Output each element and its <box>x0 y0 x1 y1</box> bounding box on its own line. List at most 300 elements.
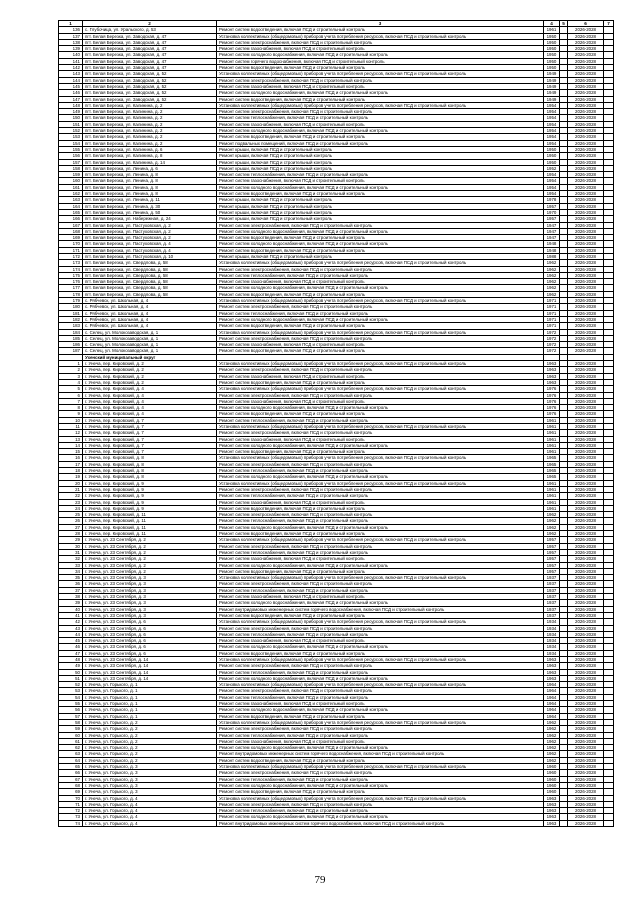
cell-year-built: 1962 <box>544 512 560 518</box>
cell-year-built: 1961 <box>544 449 560 455</box>
cell-year-built: 1949 <box>544 71 560 77</box>
cell-year-built: 1950 <box>544 46 560 52</box>
cell-work-type: Ремонт систем водоотведения, включая ПСД и строительный контроль <box>217 612 544 618</box>
cell-period: 2026-2028 <box>568 52 604 58</box>
cell-address: г. Унеча, ул. Горького, д. 3 <box>83 776 217 782</box>
cell-period: 2026-2028 <box>568 493 604 499</box>
cell-year-built: 1963 <box>544 379 560 385</box>
cell-row-number: 183 <box>59 323 83 329</box>
cell-work-type: Ремонт систем газоснабжения, включая ПСД и строительный контроль <box>217 83 544 89</box>
cell-address: г. Унеча, ул. Горького, д. 3 <box>83 782 217 788</box>
cell-year-built: 1961 <box>544 505 560 511</box>
cell-period: 2026-2028 <box>568 707 604 713</box>
cell-work-type: Ремонт систем теплоснабжения, включая ПСД и строительный контроль <box>217 808 544 814</box>
cell-address: с. Глубочица, ул. Уральского, д. 53 <box>83 27 217 33</box>
cell-row-number: 186 <box>59 342 83 348</box>
cell-year-built: 1972 <box>544 348 560 354</box>
cell-year-built: 1950 <box>544 65 560 71</box>
cell-work-type: Ремонт систем теплоснабжения, включая ПСД и строительный контроль <box>217 694 544 700</box>
cell-work-type: Ремонт систем газоснабжения, включая ПСД и строительный контроль <box>217 178 544 184</box>
cell-work-type: Ремонт систем газоснабжения, включая ПСД и строительный контроль <box>217 499 544 505</box>
cell-work-type: Ремонт внутридомовых инженерных систем горячего водоснабжения, включая ПСД и строительный контроль <box>217 751 544 757</box>
cell-address: пгт. Белая Березка, ул. Калинина, д. 2 <box>83 128 217 134</box>
cell-period: 2026-2028 <box>568 272 604 278</box>
cell-period: 2026-2028 <box>568 298 604 304</box>
cell-address: с. Селец, ул. Молокозаводская, д. 1 <box>83 342 217 348</box>
cell-work-type: Установка коллективных (общедомовых) приборов учета потребления ресурсов, включая ПСД и строительный контроль <box>217 361 544 367</box>
cell-period: 2026-2028 <box>568 191 604 197</box>
cell-period: 2026-2028 <box>568 184 604 190</box>
cell-period: 2026-2028 <box>568 814 604 820</box>
cell-row-number: 69 <box>59 789 83 795</box>
cell-address: г. Унеча, ул. 23 Сентября, д. 6 <box>83 619 217 625</box>
cell-address: пгт. Белая Березка, ул. Ленина, д. 8 <box>83 191 217 197</box>
cell-row-number: 30 <box>59 543 83 549</box>
cell-work-type: Ремонт крыши, включая ПСД и строительный контроль <box>217 209 544 215</box>
cell-work-type: Ремонт систем холодного водоснабжения, включая ПСД и строительный контроль <box>217 675 544 681</box>
cell-period: 2026-2028 <box>568 808 604 814</box>
cell-work-type: Ремонт систем газоснабжения, включая ПСД и строительный контроль <box>217 638 544 644</box>
cell-work-type: Ремонт систем электроснабжения, включая ПСД и строительный контроль <box>217 726 544 732</box>
cell-address: пгт. Белая Березка, ул. Заводская, д. 52 <box>83 71 217 77</box>
cell-row-number: 22 <box>59 493 83 499</box>
cell-address: г. Унеча, ул. 23 Сентября, д. 14 <box>83 663 217 669</box>
cell-work-type: Ремонт систем водоотведения, включая ПСД и строительный контроль <box>217 505 544 511</box>
cell-address: г. Унеча, пер. Кировский, д. 4 <box>83 398 217 404</box>
cell-address: пгт. Белая Березка, ул. Ленина, д. 8 <box>83 178 217 184</box>
cell-year-built: 1957 <box>544 562 560 568</box>
cell-work-type: Ремонт систем холодного водоснабжения, включая ПСД и строительный контроль <box>217 241 544 247</box>
cell-address: г. Унеча, ул. Горького, д. 2 <box>83 719 217 725</box>
cell-row-number: 45 <box>59 638 83 644</box>
cell-period: 2026-2028 <box>568 178 604 184</box>
cell-work-type: Ремонт систем водоотведения, включая ПСД и строительный контроль <box>217 27 544 33</box>
cell-work-type: Установка коллективных (общедомовых) приборов учета потребления ресурсов, включая ПСД и строительный контроль <box>217 795 544 801</box>
cell-year-built: 1961 <box>544 417 560 423</box>
cell-year-built: 1976 <box>544 386 560 392</box>
column-header-1: 1 <box>59 21 83 27</box>
cell-year-built: 1962 <box>544 745 560 751</box>
cell-period: 2026-2028 <box>568 612 604 618</box>
cell-period: 2026-2028 <box>568 732 604 738</box>
cell-address: г. Унеча, ул. Горького, д. 2 <box>83 726 217 732</box>
cell-year-built: 1954 <box>544 115 560 121</box>
cell-row-number: 165 <box>59 209 83 215</box>
cell-period: 2026-2028 <box>568 58 604 64</box>
cell-row-number: 43 <box>59 625 83 631</box>
column-header-4: 4 <box>544 21 560 27</box>
cell-row-number: 37 <box>59 587 83 593</box>
cell-address: г. Унеча, ул. Горького, д. 1 <box>83 688 217 694</box>
cell-period: 2026-2028 <box>568 209 604 215</box>
cell-year-built: 1963 <box>544 795 560 801</box>
cell-row-number: 143 <box>59 71 83 77</box>
cell-year-built: 1972 <box>544 342 560 348</box>
cell-address: пгт. Белая Березка, ул. Калинина, д. 2 <box>83 115 217 121</box>
cell-row-number: 60 <box>59 732 83 738</box>
cell-period: 2026-2028 <box>568 461 604 467</box>
cell-period: 2026-2028 <box>568 367 604 373</box>
cell-col7 <box>604 820 614 826</box>
cell-work-type: Ремонт систем электроснабжения, включая ПСД и строительный контроль <box>217 304 544 310</box>
cell-row-number: 177 <box>59 285 83 291</box>
cell-year-built: 1962 <box>544 518 560 524</box>
cell-year-built: 1937 <box>544 612 560 618</box>
cell-row-number: 140 <box>59 52 83 58</box>
cell-address: г. Унеча, ул. 23 Сентября, д. 2 <box>83 543 217 549</box>
cell-period: 2026-2028 <box>568 83 604 89</box>
cell-year-built: 1964 <box>544 713 560 719</box>
cell-year-built: 1976 <box>544 398 560 404</box>
cell-row-number: 164 <box>59 203 83 209</box>
cell-work-type: Ремонт систем газоснабжения, включая ПСД и строительный контроль <box>217 342 544 348</box>
cell-row-number: 36 <box>59 581 83 587</box>
cell-period: 2026-2028 <box>568 203 604 209</box>
cell-address: г. Унеча, ул. 23 Сентября, д. 2 <box>83 549 217 555</box>
cell-row-number: 6 <box>59 392 83 398</box>
cell-period: 2026-2028 <box>568 575 604 581</box>
cell-address: г. Унеча, пер. Кировский, д. 8 <box>83 474 217 480</box>
cell-period: 2026-2028 <box>568 745 604 751</box>
cell-period: 2026-2028 <box>568 228 604 234</box>
cell-work-type: Ремонт систем газоснабжения, включая ПСД и строительный контроль <box>217 556 544 562</box>
cell-year-built: 1963 <box>544 675 560 681</box>
cell-row-number: 161 <box>59 184 83 190</box>
cell-year-built: 1971 <box>544 310 560 316</box>
cell-work-type: Ремонт систем холодного водоснабжения, включая ПСД и строительный контроль <box>217 316 544 322</box>
cell-period: 2026-2028 <box>568 222 604 228</box>
cell-period: 2026-2028 <box>568 247 604 253</box>
cell-row-number: 4 <box>59 379 83 385</box>
cell-address: пгт. Белая Березка, ул. Заводская, д. 47 <box>83 52 217 58</box>
cell-row-number: 23 <box>59 499 83 505</box>
cell-row-number: 74 <box>59 820 83 826</box>
cell-row-number: 179 <box>59 298 83 304</box>
cell-period: 2026-2028 <box>568 751 604 757</box>
cell-address: пгт. Белая Березка, ул. Заводская, д. 47 <box>83 33 217 39</box>
cell-address: г. Унеча, пер. Кировский, д. 2 <box>83 367 217 373</box>
cell-row-number: 144 <box>59 77 83 83</box>
cell-row-number: 167 <box>59 222 83 228</box>
cell-work-type: Ремонт крыши, включая ПСД и строительный контроль <box>217 197 544 203</box>
cell-year-built: 1971 <box>544 304 560 310</box>
cell-address: г. Унеча, пер. Кировский, д. 11 <box>83 524 217 530</box>
cell-work-type: Ремонт систем водоотведения, включая ПСД и строительный контроль <box>217 247 544 253</box>
cell-address: с. Рябчевск, ул. Школьная, д. 4 <box>83 304 217 310</box>
cell-work-type: Ремонт систем холодного водоснабжения, включая ПСД и строительный контроль <box>217 562 544 568</box>
cell-period: 2026-2028 <box>568 27 604 33</box>
cell-address: г. Унеча, ул. Горького, д. 2 <box>83 751 217 757</box>
cell-address: г. Унеча, ул. 23 Сентября, д. 3 <box>83 594 217 600</box>
cell-row-number: 182 <box>59 316 83 322</box>
cell-period: 2026-2028 <box>568 694 604 700</box>
cell-year-built: 1965 <box>544 461 560 467</box>
cell-year-built: 1954 <box>544 191 560 197</box>
cell-period: 2026-2028 <box>568 411 604 417</box>
column-header-3: 3 <box>217 21 544 27</box>
cell-year-built: 1964 <box>544 707 560 713</box>
cell-work-type: Ремонт систем теплоснабжения, включая ПСД и строительный контроль <box>217 669 544 675</box>
cell-row-number: 59 <box>59 726 83 732</box>
cell-address: г. Унеча, ул. 23 Сентября, д. 2 <box>83 568 217 574</box>
cell-row-number: 26 <box>59 518 83 524</box>
cell-period: 2026-2028 <box>568 96 604 102</box>
cell-address: г. Унеча, пер. Кировский, д. 11 <box>83 531 217 537</box>
cell-work-type: Ремонт систем теплоснабжения, включая ПСД и строительный контроль <box>217 732 544 738</box>
cell-year-built: 1961 <box>544 424 560 430</box>
cell-address: пгт. Белая Березка, ул. Свердлова, д. 58 <box>83 272 217 278</box>
cell-address: пгт. Белая Березка, ул. Заводская, д. 52 <box>83 96 217 102</box>
cell-row-number: 35 <box>59 575 83 581</box>
cell-period: 2026-2028 <box>568 235 604 241</box>
cell-work-type: Установка коллективных (общедомовых) приборов учета потребления ресурсов, включая ПСД и строительный контроль <box>217 71 544 77</box>
cell-year-built: 1963 <box>544 820 560 826</box>
cell-work-type: Ремонт систем водоотведения, включая ПСД и строительный контроль <box>217 449 544 455</box>
cell-row-number: 7 <box>59 398 83 404</box>
cell-period: 2026-2028 <box>568 109 604 115</box>
cell-year-built: 1962 <box>544 272 560 278</box>
cell-address: пгт. Белая Березка, ул. Свердлова, д. 58 <box>83 260 217 266</box>
cell-row-number: 48 <box>59 656 83 662</box>
cell-year-built: 1954 <box>544 184 560 190</box>
cell-period: 2026-2028 <box>568 757 604 763</box>
cell-address: г. Унеча, ул. Горького, д. 3 <box>83 770 217 776</box>
cell-row-number: 20 <box>59 480 83 486</box>
cell-address: г. Унеча, пер. Кировский, д. 9 <box>83 486 217 492</box>
cell-work-type: Ремонт систем холодного водоснабжения, включая ПСД и строительный контроль <box>217 745 544 751</box>
cell-year-built: 1960 <box>544 782 560 788</box>
cell-work-type: Ремонт систем теплоснабжения, включая ПСД и строительный контроль <box>217 172 544 178</box>
cell-work-type: Ремонт систем электроснабжения, включая ПСД и строительный контроль <box>217 77 544 83</box>
cell-row-number: 153 <box>59 134 83 140</box>
cell-row-number: 47 <box>59 650 83 656</box>
cell-year-built: 1937 <box>544 575 560 581</box>
cell-period: 2026-2028 <box>568 65 604 71</box>
cell-year-built: 1963 <box>544 373 560 379</box>
cell-work-type: Ремонт систем электроснабжения, включая ПСД и строительный контроль <box>217 430 544 436</box>
cell-row-number: 175 <box>59 272 83 278</box>
cell-row-number: 56 <box>59 707 83 713</box>
cell-work-type: Установка коллективных (общедомовых) приборов учета потребления ресурсов, включая ПСД и строительный контроль <box>217 298 544 304</box>
cell-row-number: 25 <box>59 512 83 518</box>
cell-period: 2026-2028 <box>568 625 604 631</box>
cell-work-type: Ремонт систем электроснабжения, включая ПСД и строительный контроль <box>217 461 544 467</box>
cell-address: пгт. Белая Березка, ул. Заводская, д. 47 <box>83 58 217 64</box>
cell-address: пгт. Белая Березка, ул. Калинина, д. 2 <box>83 102 217 108</box>
cell-address: г. Унеча, ул. 23 Сентября, д. 6 <box>83 638 217 644</box>
cell-work-type: Ремонт систем электроснабжения, включая ПСД и строительный контроль <box>217 266 544 272</box>
cell-row-number: 53 <box>59 688 83 694</box>
cell-year-built: 1961 <box>544 486 560 492</box>
cell-work-type: Установка коллективных (общедомовых) приборов учета потребления ресурсов, включая ПСД и строительный контроль <box>217 480 544 486</box>
cell-row-number: 145 <box>59 83 83 89</box>
cell-address: г. Унеча, ул. 23 Сентября, д. 14 <box>83 656 217 662</box>
cell-row-number: 146 <box>59 90 83 96</box>
cell-work-type: Установка коллективных (общедомовых) приборов учета потребления ресурсов, включая ПСД и строительный контроль <box>217 719 544 725</box>
cell-work-type: Ремонт систем холодного водоснабжения, включая ПСД и строительный контроль <box>217 90 544 96</box>
cell-address: г. Унеча, ул. Горького, д. 4 <box>83 795 217 801</box>
cell-row-number: 180 <box>59 304 83 310</box>
cell-row-number: 158 <box>59 165 83 171</box>
cell-work-type: Ремонт систем холодного водоснабжения, включая ПСД и строительный контроль <box>217 405 544 411</box>
cell-address: г. Унеча, ул. Горького, д. 1 <box>83 682 217 688</box>
cell-year-built: 1950 <box>544 58 560 64</box>
cell-year-built: 1963 <box>544 669 560 675</box>
cell-period: 2026-2028 <box>568 172 604 178</box>
cell-row-number: 139 <box>59 46 83 52</box>
cell-address: г. Унеча, ул. 23 Сентября, д. 6 <box>83 644 217 650</box>
cell-work-type: Установка коллективных (общедомовых) приборов учета потребления ресурсов, включая ПСД и строительный контроль <box>217 386 544 392</box>
cell-row-number: 154 <box>59 140 83 146</box>
cell-year-built: 1949 <box>544 90 560 96</box>
cell-work-type: Ремонт систем газоснабжения, включая ПСД и строительный контроль <box>217 738 544 744</box>
cell-address: г. Унеча, ул. Горького, д. 3 <box>83 764 217 770</box>
cell-row-number: 73 <box>59 814 83 820</box>
cell-year-built: 1937 <box>544 606 560 612</box>
cell-work-type: Ремонт систем электроснабжения, включая ПСД и строительный контроль <box>217 801 544 807</box>
cell-work-type: Ремонт систем холодного водоснабжения, включая ПСД и строительный контроль <box>217 442 544 448</box>
cell-work-type: Ремонт систем холодного водоснабжения, включая ПСД и строительный контроль <box>217 524 544 530</box>
cell-period: 2026-2028 <box>568 316 604 322</box>
cell-year-built: 1963 <box>544 663 560 669</box>
cell-period: 2026-2028 <box>568 726 604 732</box>
cell-address: с. Рябчевск, ул. Школьная, д. 4 <box>83 316 217 322</box>
cell-period: 2026-2028 <box>568 486 604 492</box>
section-title: Ухенский муниципальный округ <box>83 354 217 360</box>
cell-address: г. Унеча, ул. 23 Сентября, д. 3 <box>83 587 217 593</box>
cell-period: 2026-2028 <box>568 405 604 411</box>
column-header-6: 6 <box>568 21 604 27</box>
cell-work-type: Ремонт крыши, включая ПСД и строительный контроль <box>217 216 544 222</box>
cell-year-built: 1964 <box>544 701 560 707</box>
cell-year-built: 1962 <box>544 260 560 266</box>
cell-year-built: 1976 <box>544 411 560 417</box>
cell-work-type: Установка коллективных (общедомовых) приборов учета потребления ресурсов, включая ПСД и строительный контроль <box>217 656 544 662</box>
cell-address: г. Унеча, пер. Кировский, д. 2 <box>83 379 217 385</box>
cell-address: пгт. Белая Березка, ул. Пастуховская, д. 4 <box>83 247 217 253</box>
cell-row-number: 151 <box>59 121 83 127</box>
cell-period: 2026-2028 <box>568 449 604 455</box>
cell-row-number: 70 <box>59 795 83 801</box>
cell-address: г. Унеча, пер. Кировский, д. 9 <box>83 480 217 486</box>
cell-work-type: Установка коллективных (общедомовых) приборов учета потребления ресурсов, включая ПСД и строительный контроль <box>217 619 544 625</box>
cell-period: 2026-2028 <box>568 46 604 52</box>
cell-period: 2026-2028 <box>568 39 604 45</box>
cell-period: 2026-2028 <box>568 524 604 530</box>
cell-work-type: Ремонт систем холодного водоснабжения, включая ПСД и строительный контроль <box>217 52 544 58</box>
cell-year-built: 1962 <box>544 531 560 537</box>
cell-row-number: 1 <box>59 361 83 367</box>
cell-row-number: 33 <box>59 562 83 568</box>
cell-address: г. Унеча, пер. Кировский, д. 9 <box>83 499 217 505</box>
cell-year-built: 1954 <box>544 178 560 184</box>
cell-year-built: 1963 <box>544 367 560 373</box>
cell-year-built: 1971 <box>544 316 560 322</box>
cell-address: г. Унеча, ул. 23 Сентября, д. 3 <box>83 606 217 612</box>
cell-address: пгт. Белая Березка, ул. Заводская, д. 47 <box>83 46 217 52</box>
cell-address: г. Унеча, пер. Кировский, д. 11 <box>83 512 217 518</box>
cell-work-type: Ремонт систем водоотведения, включая ПСД и строительный контроль <box>217 568 544 574</box>
cell-period: 2026-2028 <box>568 468 604 474</box>
cell-row-number: 152 <box>59 128 83 134</box>
cell-year-built: 1965 <box>544 474 560 480</box>
cell-period: 2026-2028 <box>568 656 604 662</box>
cell-address: пгт. Белая Березка, ул. Пастуховская, д. 4 <box>83 241 217 247</box>
cell-row-number: 12 <box>59 430 83 436</box>
cell-period: 2026-2028 <box>568 581 604 587</box>
cell-work-type: Ремонт систем газоснабжения, включая ПСД и строительный контроль <box>217 701 544 707</box>
cell-period: 2026-2028 <box>568 71 604 77</box>
cell-address: пгт. Белая Березка, ул. Ленина, д. 8 <box>83 184 217 190</box>
cell-year-built: 1972 <box>544 335 560 341</box>
cell-work-type: Ремонт крыши, включая ПСД и строительный контроль <box>217 159 544 165</box>
cell-period: 2026-2028 <box>568 253 604 259</box>
cell-row-number: 55 <box>59 701 83 707</box>
cell-work-type: Ремонт систем газоснабжения, включая ПСД и строительный контроль <box>217 46 544 52</box>
cell-year-built: 1961 <box>544 27 560 33</box>
cell-period: 2026-2028 <box>568 153 604 159</box>
cell-row-number: 62 <box>59 745 83 751</box>
cell-row-number: 173 <box>59 260 83 266</box>
cell-period: 2026-2028 <box>568 789 604 795</box>
cell-period: 2026-2028 <box>568 266 604 272</box>
cell-year-built: 1934 <box>544 625 560 631</box>
column-header-2: 2 <box>83 21 217 27</box>
cell-period: 2026-2028 <box>568 669 604 675</box>
cell-address: г. Унеча, ул. 23 Сентября, д. 2 <box>83 537 217 543</box>
column-header-5: 5 <box>560 21 568 27</box>
cell-period: 2026-2028 <box>568 675 604 681</box>
cell-year-built: 1957 <box>544 543 560 549</box>
cell-work-type: Установка коллективных (общедомовых) приборов учета потребления ресурсов, включая ПСД и строительный контроль <box>217 764 544 770</box>
cell-address: г. Унеча, пер. Кировский, д. 8 <box>83 455 217 461</box>
cell-address: пгт. Белая Березка, ул. Ленина, д. 8 <box>83 172 217 178</box>
cell-work-type: Ремонт крыши, включая ПСД и строительный контроль <box>217 203 544 209</box>
cell-period: 2026-2028 <box>568 455 604 461</box>
cell-year-built: 1950 <box>544 33 560 39</box>
cell-col5 <box>560 820 568 826</box>
cell-year-built: 1965 <box>544 455 560 461</box>
cell-period: 2026-2028 <box>568 701 604 707</box>
cell-address: пгт. Белая Березка, ул. Набережная, д. 24 <box>83 216 217 222</box>
cell-row-number: 136 <box>59 27 83 33</box>
cell-year-built: 1962 <box>544 266 560 272</box>
cell-year-built: 1952 <box>544 165 560 171</box>
cell-year-built: 1960 <box>544 764 560 770</box>
cell-row-number: 18 <box>59 468 83 474</box>
cell-row-number: 66 <box>59 770 83 776</box>
cell-year-built: 1950 <box>544 153 560 159</box>
cell-work-type: Ремонт систем электроснабжения, включая ПСД и строительный контроль <box>217 39 544 45</box>
cell-work-type: Ремонт систем водоотведения, включая ПСД и строительный контроль <box>217 348 544 354</box>
cell-period: 2026-2028 <box>568 587 604 593</box>
cell-address: г. Унеча, ул. 23 Сентября, д. 3 <box>83 581 217 587</box>
cell-period: 2026-2028 <box>568 795 604 801</box>
cell-work-type: Ремонт систем газоснабжения, включая ПСД и строительный контроль <box>217 594 544 600</box>
cell-address: пгт. Белая Березка, ул. Пастуховская, д. 2 <box>83 228 217 234</box>
cell-row-number: 166 <box>59 216 83 222</box>
cell-address: г. Унеча, пер. Кировский, д. 7 <box>83 436 217 442</box>
cell-period: 2026-2028 <box>568 556 604 562</box>
cell-work-type: Ремонт систем водоотведения, включая ПСД и строительный контроль <box>217 323 544 329</box>
cell-year-built: 1961 <box>544 493 560 499</box>
cell-year-built: 1954 <box>544 128 560 134</box>
cell-work-type: Ремонт систем водоотведения, включая ПСД и строительный контроль <box>217 713 544 719</box>
cell-row-number: 54 <box>59 694 83 700</box>
cell-row-number: 15 <box>59 449 83 455</box>
cell-period: 2026-2028 <box>568 329 604 335</box>
cell-work-type: Ремонт систем электроснабжения, включая ПСД и строительный контроль <box>217 367 544 373</box>
